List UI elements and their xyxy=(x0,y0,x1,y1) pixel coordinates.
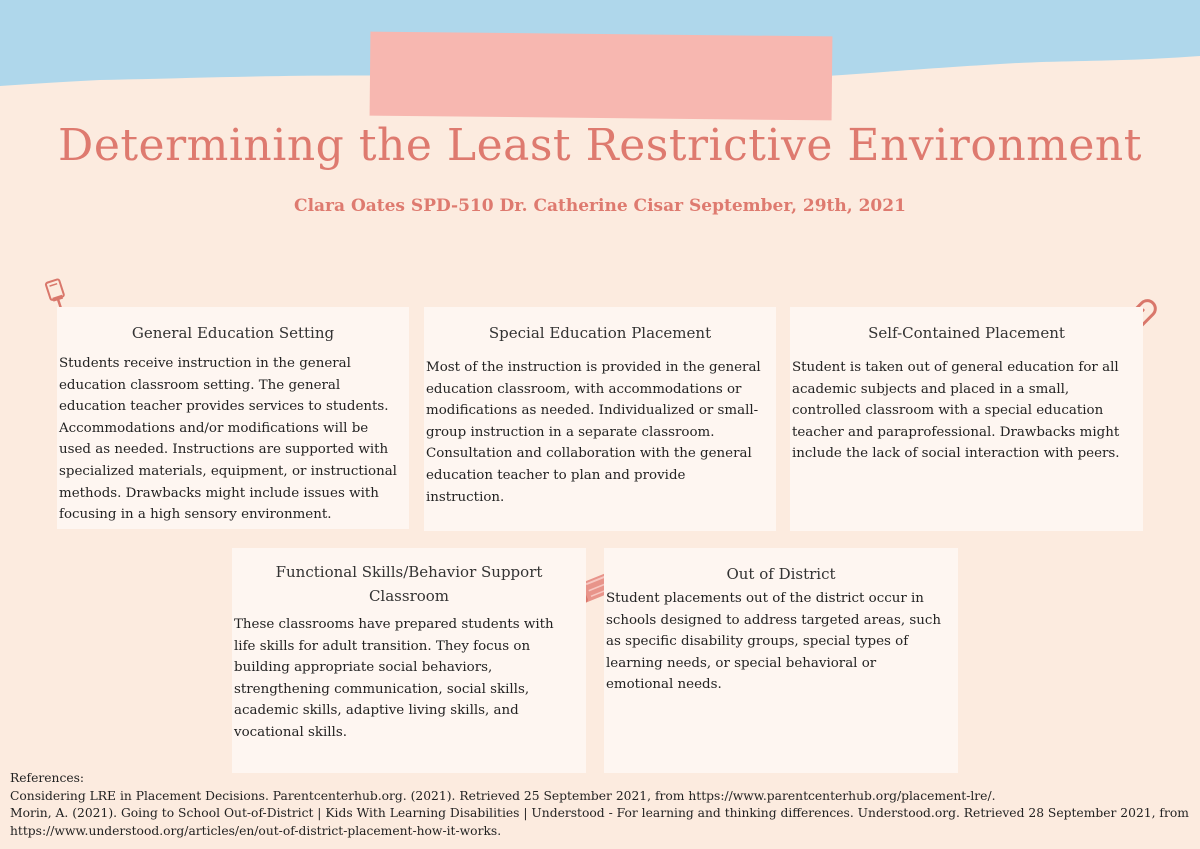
card-line: Most of the instruction is provided in the general xyxy=(426,360,761,375)
card-line: education teacher to plan and provide xyxy=(426,467,686,483)
card-line: controlled classroom with a special education xyxy=(792,403,1104,419)
card-line: education classroom setting. The general xyxy=(59,377,341,393)
card-out-of-district xyxy=(604,548,958,773)
card-title: Out of District xyxy=(726,565,836,583)
card-title: General Education Setting xyxy=(131,324,335,342)
card-line: include the lack of social interaction with peers. xyxy=(792,446,1120,462)
card-line: Consultation and collaboration with the general xyxy=(426,446,752,462)
reference-line: Morin, A. (2021). Going to School Out-of-District | Kids With Learning Disabilities | Understood - For learning and thinking differences. Understood.org. Retrieved 28 September 2021, from xyxy=(10,806,1189,820)
card-line: used as needed. Instructions are supported with xyxy=(59,442,389,458)
references xyxy=(10,770,1200,840)
card-line: academic subjects and placed in a small, xyxy=(792,381,1070,397)
card-line: education classroom, with accommodations or xyxy=(426,381,742,397)
card-title: Self-Contained Placement xyxy=(868,324,1065,342)
card-general-education xyxy=(57,307,409,529)
card-line: building appropriate social behaviors, xyxy=(234,660,493,676)
card-body xyxy=(606,588,956,696)
page-title: Determining the Least Restrictive Environment xyxy=(58,120,1142,171)
references-heading: References: xyxy=(10,771,85,785)
card-body xyxy=(792,357,1141,465)
card-line: vocational skills. xyxy=(234,724,347,740)
card-line: methods. Drawbacks might include issues with xyxy=(59,485,379,501)
reference-line: https://www.understood.org/articles/en/out-of-district-placement-how-it-works. xyxy=(10,823,502,838)
card-body xyxy=(234,614,584,744)
card-self-contained xyxy=(790,307,1143,531)
card-functional-skills xyxy=(232,548,586,773)
card-line: Accommodations and/or modifications will be xyxy=(59,420,369,436)
card-line: These classrooms have prepared students with xyxy=(234,617,554,632)
card-line: modifications as needed. Individualized or small- xyxy=(426,403,759,419)
card-title xyxy=(234,560,584,608)
card-title-line: Classroom xyxy=(368,587,450,605)
card-line: teacher and paraprofessional. Drawbacks might xyxy=(792,424,1120,440)
reference-line: Considering LRE in Placement Decisions. Parentcenterhub.org. (2021). Retrieved 25 September 2021, from https://www.parentcenterhub.org/placement-lre/. xyxy=(10,788,996,803)
page-subtitle: Clara Oates SPD-510 Dr. Catherine Cisar September, 29th, 2021 xyxy=(294,196,906,216)
card-line: instruction. xyxy=(426,489,505,505)
card-line: group instruction in a separate classroom. xyxy=(426,424,715,440)
card-line: Students receive instruction in the general xyxy=(59,356,351,371)
card-title: Special Education Placement xyxy=(488,324,712,342)
card-line: schools designed to address targeted areas, such xyxy=(606,612,941,628)
card-line: learning needs, or special behavioral or xyxy=(606,655,877,671)
card-body xyxy=(426,357,774,508)
card-line: focusing in a high sensory environment. xyxy=(59,507,332,523)
card-line: Student placements out of the district occur in xyxy=(606,591,924,606)
card-special-education xyxy=(424,307,776,531)
card-line: emotional needs. xyxy=(606,677,722,693)
card-line: academic skills, adaptive living skills, and xyxy=(234,703,519,719)
decorative-tape xyxy=(370,32,833,121)
card-line: Student is taken out of general education for all xyxy=(792,360,1119,375)
card-line: education teacher provides services to students. xyxy=(59,399,389,415)
card-line: strengthening communication, social skills, xyxy=(234,681,530,697)
card-line: specialized materials, equipment, or instructional xyxy=(59,463,397,479)
card-line: as specific disability groups, special types of xyxy=(606,634,909,650)
card-body xyxy=(59,353,407,526)
card-title-line: Functional Skills/Behavior Support xyxy=(275,563,543,581)
card-line: life skills for adult transition. They focus on xyxy=(234,638,531,654)
